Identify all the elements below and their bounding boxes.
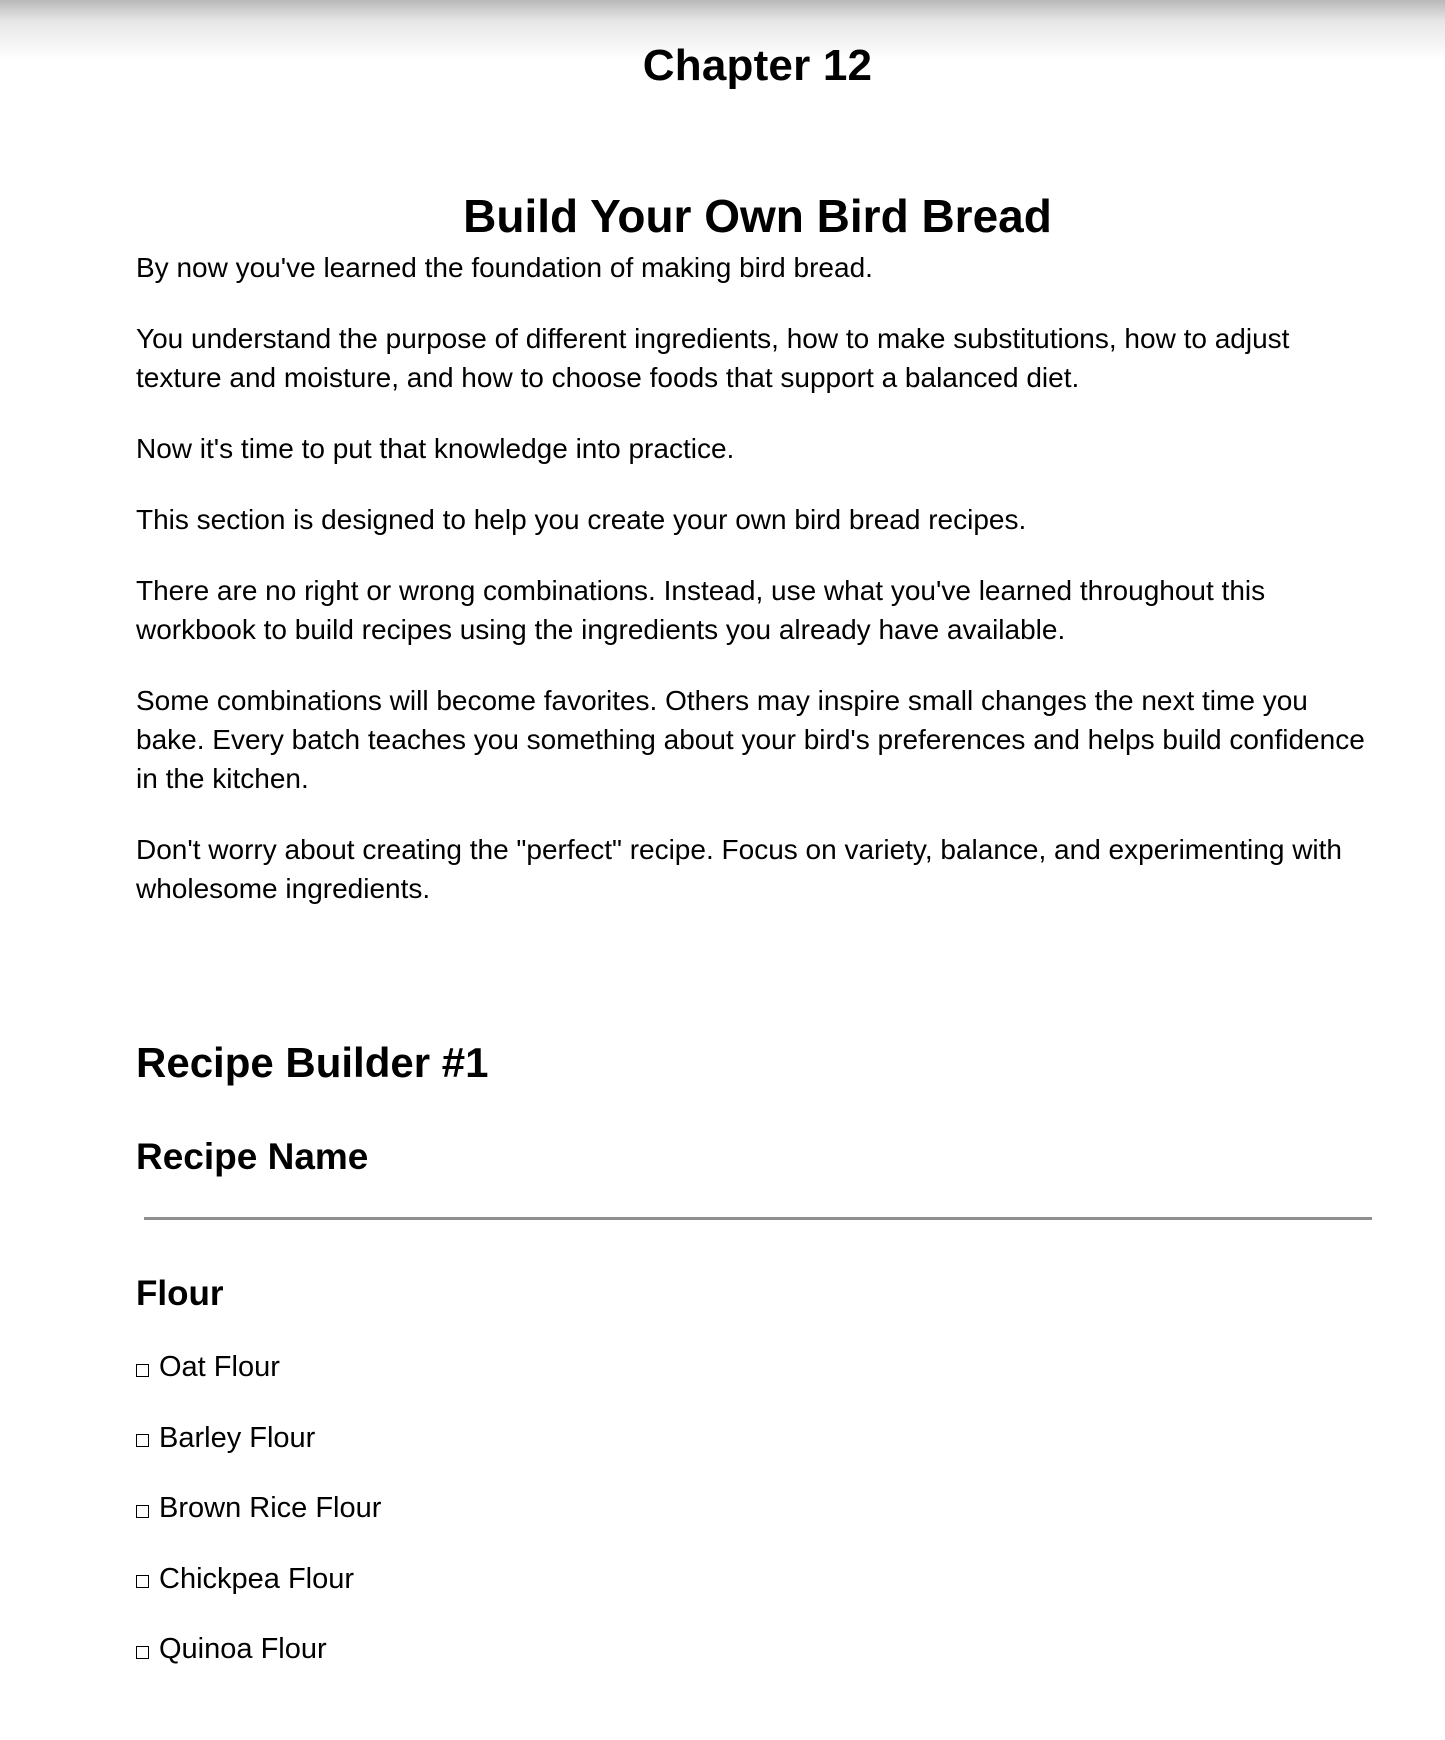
recipe-builder-heading: Recipe Builder #1 (136, 1039, 489, 1086)
intro-paragraph: By now you've learned the foundation of making bird bread. (136, 252, 873, 283)
flour-option[interactable] (136, 1631, 381, 1667)
intro-paragraph: You understand the purpose of different ingredients, how to make substitutions, how to adjust texture and moisture, and how to choose foods that support a balanced diet. (136, 323, 1290, 393)
flour-option[interactable] (136, 1349, 381, 1385)
intro-paragraph: This section is designed to help you create your own bird bread recipes. (136, 504, 1027, 535)
flour-option[interactable] (136, 1420, 381, 1456)
intro-paragraph: Don't worry about creating the "perfect" recipe. Focus on variety, balance, and experimenting with wholesome ingredients. (136, 834, 1342, 904)
page-title: Build Your Own Bird Bread (463, 189, 1052, 242)
intro-paragraph: Some combinations will become favorites. Others may inspire small changes the next time you bake. Every batch teaches you something about your bird's preferences and helps build confidence in the kitchen. (136, 685, 1365, 794)
flour-options (136, 1349, 381, 1702)
recipe-name-label: Recipe Name (136, 1136, 369, 1177)
checkbox-icon[interactable] (136, 1575, 149, 1588)
flour-option-label: Quinoa Flour (159, 1633, 327, 1665)
flour-option-label: Barley Flour (159, 1421, 316, 1454)
flour-option-label: Oat Flour (159, 1351, 280, 1383)
recipe-name-field[interactable] (144, 1217, 1372, 1220)
flour-option[interactable] (136, 1490, 381, 1526)
checkbox-icon[interactable] (136, 1646, 149, 1659)
chapter-label: Chapter 12 (642, 41, 873, 90)
flour-heading: Flour (136, 1274, 224, 1313)
flour-option-label: Brown Rice Flour (159, 1492, 382, 1524)
checkbox-icon[interactable] (136, 1364, 149, 1377)
flour-option-label: Chickpea Flour (159, 1562, 355, 1595)
checkbox-icon[interactable] (136, 1505, 149, 1518)
intro-paragraph: Now it's time to put that knowledge into practice. (136, 433, 735, 464)
intro-paragraph: There are no right or wrong combinations. Instead, use what you've learned throughout this workbook to build recipes using the ingredients you already have available. (136, 575, 1266, 645)
intro-text (136, 248, 1376, 940)
flour-option[interactable] (136, 1561, 381, 1597)
checkbox-icon[interactable] (136, 1434, 149, 1447)
